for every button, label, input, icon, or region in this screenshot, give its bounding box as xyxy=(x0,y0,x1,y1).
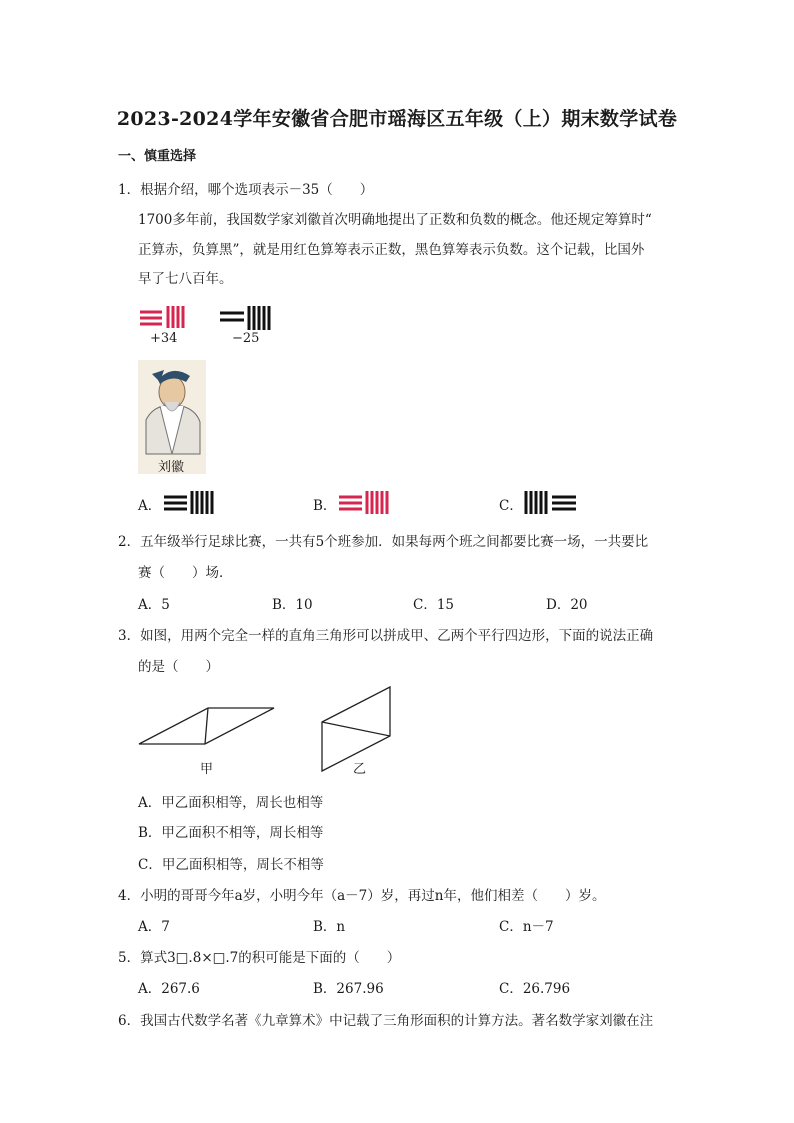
q3-option-a[interactable]: A．甲乙面积相等，周长也相等 xyxy=(138,795,324,811)
q5-stem: 5．算式3□.8×□.7的积可能是下面的（ ） xyxy=(118,950,401,966)
figure-label-jia: 甲 xyxy=(200,762,214,777)
q2-stem-cont: 赛（ ）场． xyxy=(138,565,233,581)
q4-option-a[interactable]: A．7 xyxy=(138,919,170,935)
q5-option-c[interactable]: C．26.796 xyxy=(499,981,571,997)
q4-stem: 4．小明的哥哥今年a岁，小明今年（a－7）岁，再过n年，他们相差（ ）岁。 xyxy=(118,888,606,904)
q1-para-line: 正算赤，负算黑”，就是用红色算筹表示正数，黑色算筹表示负数。这个记载，比国外 xyxy=(138,242,645,258)
page-title: 2023-2024学年安徽省合肥市瑶海区五年级（上）期末数学试卷 xyxy=(116,108,678,130)
q5-option-a[interactable]: A．267.6 xyxy=(138,981,200,997)
q2-option-b[interactable]: B．10 xyxy=(272,597,313,613)
parallelogram-jia xyxy=(139,708,274,744)
rod-plus-label: +34 xyxy=(150,331,178,346)
q1-option-a-rods xyxy=(163,490,217,516)
q1-option-c-label[interactable]: C． xyxy=(499,498,523,514)
q2-option-c[interactable]: C．15 xyxy=(413,597,455,613)
q6-stem: 6．我国古代数学名著《九章算术》中记载了三角形面积的计算方法。著名数学家刘徽在注 xyxy=(118,1013,654,1029)
q1-para-line: 早了七八百年。 xyxy=(138,271,233,287)
q3-option-c[interactable]: C．甲乙面积相等，周长不相等 xyxy=(138,857,324,873)
q3-option-b[interactable]: B．甲乙面积不相等，周长相等 xyxy=(138,825,324,841)
q1-option-c-rods xyxy=(524,490,578,516)
rod-minus-label: −25 xyxy=(232,331,260,346)
section-heading: 一、慎重选择 xyxy=(118,149,197,164)
q1-para-line: 1700多年前，我国数学家刘徽首次明确地提出了正数和负数的概念。他还规定筹算时“ xyxy=(138,212,652,228)
q1-option-b-label[interactable]: B． xyxy=(313,498,337,514)
q2-stem: 2．五年级举行足球比赛，一共有5个班参加．如果每两个班之间都要比赛一场，一共要比 xyxy=(118,534,649,550)
q1-stem: 1．根据介绍，哪个选项表示－35（ ） xyxy=(118,182,374,198)
q1-option-b-rods xyxy=(338,490,392,516)
q2-option-a[interactable]: A．5 xyxy=(138,597,170,613)
q5-option-b[interactable]: B．267.96 xyxy=(313,981,384,997)
q1-option-a-label[interactable]: A． xyxy=(138,498,162,514)
figure-label-yi: 乙 xyxy=(353,762,367,777)
q4-option-c[interactable]: C．n－7 xyxy=(499,919,554,935)
q4-option-b[interactable]: B．n xyxy=(313,919,346,935)
q3-stem: 3．如图，用两个完全一样的直角三角形可以拼成甲、乙两个平行四边形，下面的说法正确 xyxy=(118,628,654,644)
portrait-caption: 刘徽 xyxy=(158,460,185,475)
q3-stem-cont: 的是（ ） xyxy=(138,659,219,675)
rod-minus-25 xyxy=(220,306,269,330)
q2-option-d[interactable]: D．20 xyxy=(546,597,588,613)
rod-plus-34 xyxy=(140,306,183,328)
